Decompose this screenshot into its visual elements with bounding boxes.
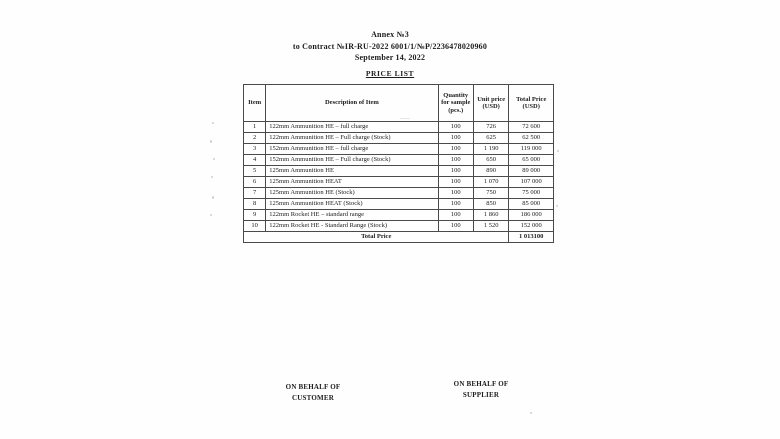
price-list-title: PRICE LIST — [365, 69, 415, 78]
table-cell: 1 070 — [473, 177, 508, 188]
supplier-signature-line2: SUPPLIER — [462, 390, 500, 399]
scan-noise-speck — [530, 412, 532, 414]
column-header-quantity: Quantity for sample (pcs.) — [438, 85, 473, 122]
table-cell: 72 600 — [509, 122, 554, 133]
table-cell: 100 — [438, 210, 473, 221]
table-cell: 8 — [244, 199, 266, 210]
table-cell: 1 860 — [473, 210, 508, 221]
table-row — [244, 221, 554, 232]
table-row — [244, 210, 554, 221]
table-cell: 65 000 — [509, 155, 554, 166]
table-cell: 125mm Ammunition HE — [266, 166, 438, 177]
table-cell: 75 000 — [509, 188, 554, 199]
table-row — [244, 166, 554, 177]
scan-noise-speck — [211, 176, 213, 178]
table-cell: 107 000 — [509, 177, 554, 188]
scan-noise-speck — [212, 196, 214, 199]
table-cell: 122mm Ammunition HE – Full charge (Stock) — [266, 133, 438, 144]
scan-noise-speck — [556, 205, 558, 207]
table-cell: 100 — [438, 166, 473, 177]
table-cell: 186 000 — [509, 210, 554, 221]
table-cell: 85 000 — [509, 199, 554, 210]
scan-noise-speck — [210, 214, 212, 216]
table-cell: 125mm Ammunition HE (Stock) — [266, 188, 438, 199]
customer-signature-line2: CUSTOMER — [292, 393, 334, 402]
table-cell: 100 — [438, 155, 473, 166]
table-cell: 122mm Rocket HE - Standard Range (Stock) — [266, 221, 438, 232]
table-cell: 625 — [473, 133, 508, 144]
column-header-description: Description of Item — [266, 85, 438, 122]
table-cell: 152 000 — [509, 221, 554, 232]
table-cell: 726 — [473, 122, 508, 133]
table-header-row — [244, 85, 554, 122]
scan-noise-speck — [557, 150, 559, 152]
column-header-item: Item — [244, 85, 266, 122]
table-cell: 100 — [438, 133, 473, 144]
table-cell: 125mm Ammunition HEAT — [266, 177, 438, 188]
column-header-total-price: Total Price (USD) — [509, 85, 554, 122]
table-cell: 1 190 — [473, 144, 508, 155]
table-row — [244, 155, 554, 166]
table-cell: 62 500 — [509, 133, 554, 144]
table-cell: 122mm Rocket HE – standard range — [266, 210, 438, 221]
scan-noise-speck — [400, 118, 410, 119]
table-cell: 122mm Ammunition HE – full charge — [266, 122, 438, 133]
table-cell: 100 — [438, 122, 473, 133]
table-cell: 100 — [438, 144, 473, 155]
table-cell: 119 000 — [509, 144, 554, 155]
table-row — [244, 177, 554, 188]
table-cell: 2 — [244, 133, 266, 144]
table-cell: 100 — [438, 188, 473, 199]
table-cell: 1 — [244, 122, 266, 133]
table-cell: 9 — [244, 210, 266, 221]
table-cell: 89 000 — [509, 166, 554, 177]
total-row — [244, 232, 554, 243]
document-date: September 14, 2022 — [354, 53, 426, 63]
table-row — [244, 122, 554, 133]
table-cell: 152mm Ammunition HE – full charge — [266, 144, 438, 155]
price-list-table — [243, 84, 554, 243]
document-header — [0, 29, 780, 64]
table-body — [244, 122, 554, 232]
contract-reference: to Contract №IR-RU-2022 6001/1/№P/2236478020960 — [292, 41, 488, 51]
customer-signature-line1: ON BEHALF OF — [285, 383, 341, 391]
table-row — [244, 144, 554, 155]
table-row — [244, 133, 554, 144]
table-cell: 890 — [473, 166, 508, 177]
table-cell: 7 — [244, 188, 266, 199]
table-cell: 6 — [244, 177, 266, 188]
scan-noise-speck — [212, 122, 214, 124]
signature-block-customer — [243, 382, 383, 403]
table-cell: 125mm Ammunition HEAT (Stock) — [266, 199, 438, 210]
scan-noise-speck — [210, 140, 212, 143]
table-row — [244, 188, 554, 199]
table-row — [244, 199, 554, 210]
table-cell: 4 — [244, 155, 266, 166]
scan-noise-speck — [213, 158, 215, 160]
table-cell: 650 — [473, 155, 508, 166]
total-value: 1 013100 — [509, 232, 554, 243]
table-cell: 100 — [438, 177, 473, 188]
supplier-signature-line1: ON BEHALF OF — [453, 380, 509, 388]
table-cell: 152mm Ammunition HE – Full charge (Stock) — [266, 155, 438, 166]
table-cell: 1 520 — [473, 221, 508, 232]
table-cell: 10 — [244, 221, 266, 232]
table-cell: 850 — [473, 199, 508, 210]
annex-title: Annex №3 — [371, 30, 409, 39]
total-label: Total Price — [244, 232, 509, 243]
table-cell: 100 — [438, 221, 473, 232]
column-header-unit-price: Unit price (USD) — [473, 85, 508, 122]
signature-block-supplier — [411, 379, 551, 400]
table-cell: 5 — [244, 166, 266, 177]
table-cell: 3 — [244, 144, 266, 155]
table-cell: 750 — [473, 188, 508, 199]
table-cell: 100 — [438, 199, 473, 210]
